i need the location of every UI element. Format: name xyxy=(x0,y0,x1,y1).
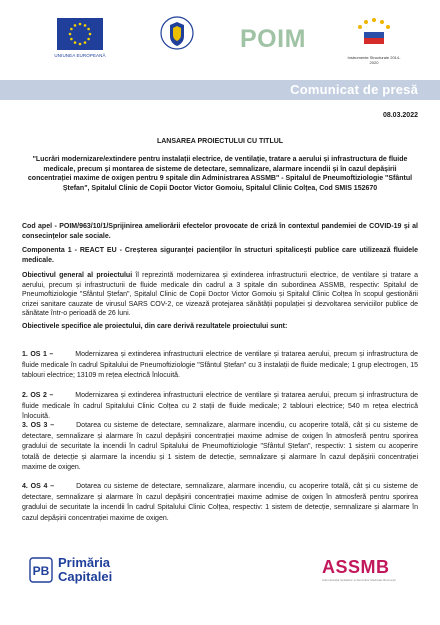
objective-text: Modernizarea și extinderea infrastructurii electrice de ventilare și tratarea aerului, precum și infrastructura de fluide medicale în cadrul Spitalului Clinic Colțea cu 2 stații de fluide medicale; 2 tablouri electrice; 540 m rețea electrică înlocuită. xyxy=(22,392,419,420)
primaria-line-2: Capitalei xyxy=(58,569,113,584)
poim-logo-text: POIM xyxy=(240,25,306,53)
general-objective-label: Obiectivul general al proiectului xyxy=(22,272,133,279)
section-heading: LANSAREA PROIECTULUI CU TITLUL xyxy=(156,138,284,145)
objective-text: Dotarea cu sisteme de detectare, semnalizare, alarmare incendiu, cu acoperire totală, cât și cu sisteme de detectare, semnalizare și alarmare în cazul depășirii concentrației maxime admise de oxigen în atmosferă pentru sporirea gradului de securitate la incendii în cadrul Spitalului Clinic Colțea, respectiv: 1 sistem de detecție, semnalizare și alarmare în cazul depășirii concentrației maxime de oxigen. xyxy=(22,483,418,522)
general-objective xyxy=(22,271,418,319)
component-line: Componenta 1 - REACT EU - Creșterea siguranței pacienților în structuri spitalicești publice care utilizează fluidele medicale. xyxy=(22,247,418,264)
general-objective-text: îl reprezintă modernizarea și extinderea infrastructurii electrice, de ventilare și tratare a aerului, precum și infrastructurii de fluide medicale din cadrul a 3 spitale din subordinea ASSMB, respectiv: Spitalul de Pneumoftiziologie "Sfântul Ștefan", Spitalul Clinic de Copii Doctor Victor Gomoiu și Spitalul Clinic Colțea în scopul gestionării crizei sanitare cauzate de virusul SARS COV-2, ce vizează protejarea sănătății populației și dezvoltarea serviciilor publice de sănătate într-o perioadă de 26 luni. xyxy=(22,272,418,317)
svg-text:PB: PB xyxy=(32,564,50,578)
objective-item xyxy=(22,421,418,474)
primaria-text xyxy=(58,556,112,584)
star-arc-icon xyxy=(345,14,403,50)
crest-icon xyxy=(160,16,194,54)
eu-caption: UNIUNEA EUROPEANĂ xyxy=(54,53,106,58)
objective-label: 1. OS 1 – xyxy=(22,351,54,358)
objective-label: 4. OS 4 – xyxy=(22,483,55,490)
banner-title: Comunicat de presă xyxy=(290,82,418,97)
specific-objectives-heading: Obiectivele specifice ale proiectului, din care derivă rezultatele proiectului sunt: xyxy=(22,323,288,330)
pb-monogram-icon xyxy=(28,556,54,584)
objective-item xyxy=(22,350,418,382)
government-crest xyxy=(160,16,194,59)
eu-logo xyxy=(54,18,106,58)
objective-label: 3. OS 3 – xyxy=(22,422,55,429)
assmb-logo xyxy=(322,556,422,586)
release-date: 08.03.2022 xyxy=(382,112,418,119)
poim-logo xyxy=(240,22,310,56)
title-banner xyxy=(0,80,440,100)
objective-item xyxy=(22,391,418,423)
objective-text: Modernizarea și extinderea infrastructurii electrice de ventilare și tratarea aerului, precum și infrastructura de fluide medicale în cadrul Spitalului de Pneumoftiziologie "Sfântul Ștefan" cu 3 instalații de fluide medicale; 1 grup electrogen, 15 tablouri electrice; 13109 m rețea electrică înlocuită. xyxy=(22,351,419,379)
project-title: "Lucrări modernizare/extindere pentru instalații electrice, de ventilație, tratare a aerului și infrastructura de fluide medicale, precum și montarea de sisteme de detectare, semnalizare, alarmare incendii și în cazul depășirii concentrației maxime de oxigen pentru 9 spitale din Administrarea ASSMB" - Spitalul de Pneumoftiziologie "Sfântul Ștefan", Spitalul Clinic de Copii Doctor Victor Gomoiu, Spitalul Clinic Colțea, Cod SMIS 152670 xyxy=(27,156,413,192)
eu-flag-icon xyxy=(57,18,103,50)
objective-text: Dotarea cu sisteme de detectare, semnalizare, alarmare incendiu, cu acoperire totală, cât și cu sisteme de detectare, semnalizare și alarmare în cazul depășirii concentrației maxime admise de oxigen în atmosferă pentru sporirea gradului de securitate la incendii în cadrul Spitalului de Pneumoftiziologie "Sfântul Ștefan", respectiv: 1 sistem cu acoperire totală de detecție și alarmare la incendiu și 1 sistem de detecție, semnalizare și alarmare în cazul depășirii concentrației maxime de oxigen. xyxy=(22,422,418,471)
primaria-capitalei-logo xyxy=(28,556,168,586)
objective-item xyxy=(22,482,418,524)
assmb-logo-text: ASSMB xyxy=(322,557,390,577)
header-logos xyxy=(0,14,440,76)
structural-instruments-logo xyxy=(345,14,403,65)
is-caption: Instrumente Structurale 2014-2020 xyxy=(347,55,401,65)
objective-label: 2. OS 2 – xyxy=(22,392,54,399)
assmb-subtitle: Administrația Spitalelor și Serviciilor Medicale București xyxy=(322,578,396,582)
primaria-line-1: Primăria xyxy=(58,555,111,570)
call-code: Cod apel - POIM/963/10/1/Sprijinirea ameliorării efectelor provocate de criză în contextul pandemiei de COVID-19 și al consecințelor sale sociale. xyxy=(22,223,418,240)
